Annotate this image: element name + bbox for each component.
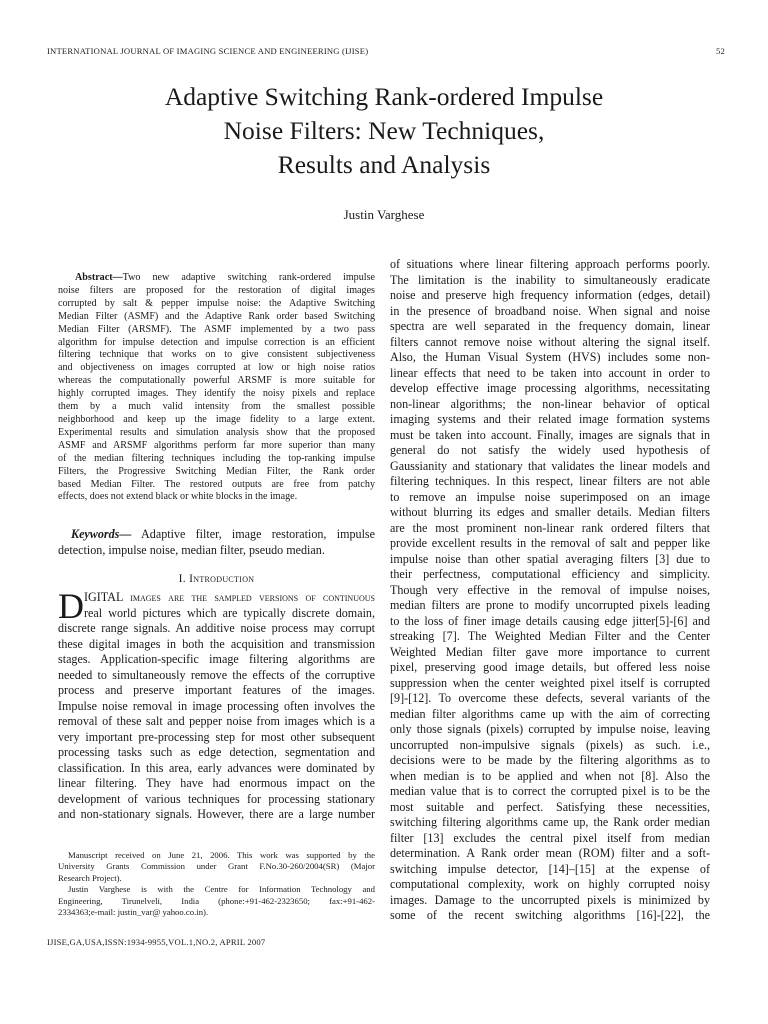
section-title: Introduction [189, 573, 255, 585]
body-line: are the most prominent non-linear rank ordered filters that [390, 520, 710, 535]
abstract-line: them by a much valid intensity from the smallest possible [58, 401, 375, 413]
body-line: provide excellent results in the removal of salt and pepper like [390, 536, 710, 550]
intro-line: process and preserve important features of the images. [58, 683, 375, 697]
body-line: The limitation is the inability to simultaneously eradicate [390, 272, 710, 287]
body-line: decisions were to be made by the filtering algorithms as to [390, 753, 710, 767]
drop-cap: D [58, 586, 84, 626]
intro-line: IGITAL images are the sampled versions of continuous [84, 590, 375, 604]
footnote-line: Engineering, Tirunelveli, India (phone:+91-462-2323650; fax:+91-462- [58, 895, 375, 906]
body-line: most suitable and perfect. Satisfying these necessities, [390, 799, 710, 814]
abstract-line: algorithm for impulse detection and impulse correction is an efficient [58, 336, 375, 348]
keywords-label: Keywords— [71, 527, 132, 541]
body-line: uncorrupted non-impulsive signals (pixels) as such. i.e., [390, 737, 710, 752]
introduction-body [58, 586, 375, 823]
abstract-line: filtering technique that works on to give consistent subjectiveness [58, 349, 375, 361]
body-line: to the loss of finer image details causing edge jitter[5]-[6] and [390, 613, 710, 628]
body-line: Also, the Human Visual System (HVS) includes some non- [390, 350, 710, 364]
abstract-line: Experimental results and simulation analysis show that the proposed [58, 426, 375, 438]
abstract-line: Median Filter (ASMF) and the Adaptive Rank order based Switching [58, 310, 375, 322]
body-line: to remove an impulse noise superimposed on an image [390, 489, 710, 504]
author-name: Justin Varghese [343, 207, 425, 222]
abstract-line: ASMF and ARSMF algorithms perform far more superior than many [58, 439, 375, 451]
body-line: imaging systems and their related image formation systems [390, 412, 710, 426]
section-heading [58, 573, 375, 585]
body-line: some of the recent switching algorithms [16]-[22], the [390, 908, 710, 922]
abstract-line: whereas the computationally powerful ARSMF is more suitable for [58, 375, 375, 387]
abstract-line: Abstract—Two new adaptive switching rank-ordered impulse [75, 272, 375, 283]
body-line: median value that is to correct the corrupted pixel is to be the [390, 784, 710, 798]
intro-line: linear filtering. They have had enormous impact on the [58, 776, 375, 790]
abstract-line: neighborhood and keep up the image fidelity to a large extent. [58, 413, 375, 425]
body-line: impulse noise than other spatial averaging filters [3] due to [390, 551, 710, 566]
title-line: Results and Analysis [277, 150, 491, 179]
abstract-line: Filters, the Progressive Switching Median Filter, the Rank order [58, 465, 375, 477]
intro-line: stages. Application-specific image filtering algorithms are [58, 652, 375, 666]
body-line: non-linear algorithms; the non-linear behavior of optical [390, 396, 710, 411]
body-line: of situations where linear filtering approach performs poorly. [390, 257, 710, 271]
body-line: filter [13] excludes the central pixel itself from median [390, 830, 710, 845]
intro-line: removal of these salt and pepper noise from images which is a [58, 714, 375, 728]
paper-title [0, 80, 768, 182]
abstract-line: highly corrupted images. They identify the noisy pixels and replace [58, 388, 375, 400]
intro-line: and non-stationary signals. However, there are a large number [58, 807, 375, 821]
body-line: develop effective image processing algorithms, necessitating [390, 381, 710, 395]
abstract-line: Median Filter (ARSMF). The ASMF implemented by a two pass [58, 323, 375, 335]
keywords [58, 527, 375, 558]
intro-line: development of various techniques for processing stationary [58, 791, 375, 806]
body-line: only those signals (pixels) corrupted by impulse noise, leaving [390, 722, 710, 736]
body-line: noise and preserve high frequency information (edges, detail) [390, 288, 710, 302]
running-head [47, 46, 725, 56]
intro-line: discrete range signals. An additive noise process may corrupt [58, 621, 375, 635]
intro-line: processing tasks such as edge detection, segmentation and [58, 745, 375, 759]
intro-line: Impulse noise removal in image processing often involves the [58, 698, 375, 713]
body-line: Though very effective in the removal of impulse noises, [390, 582, 710, 597]
body-line: median filters are prone to modify uncorrupted pixels leading [390, 598, 710, 612]
body-line: in the presence of broadband noise. When signal and noise [390, 303, 710, 318]
abstract-line: noise filters are proposed for the restoration of digital images [58, 284, 375, 296]
footnote-line: Research Project). [58, 872, 122, 883]
body-line: suppression when the center weighted pixel itself is corrupted [390, 675, 710, 690]
body-line: determination. A Rank order mean (ROM) filter and a soft- [390, 846, 710, 860]
abstract [58, 272, 375, 504]
journal-name: INTERNATIONAL JOURNAL OF IMAGING SCIENCE AND ENGINEERING (IJISE) [47, 46, 369, 56]
body-line: spectra are well separated in the frequency domain, linear [390, 319, 710, 333]
intro-line: real world pictures which are typically discrete domain, [84, 605, 375, 620]
intro-line: classification. In this area, early advances were dominated by [58, 760, 375, 775]
body-line: [9]-[12]. To overcome these defects, several variants of the [390, 691, 710, 705]
body-line: when median is to be applied and when not [8]. Also the [390, 768, 710, 783]
footnote-line: Justin Varghese is with the Centre for Information Technology and [68, 884, 375, 895]
footnote-line: Manuscript received on June 21, 2006. This work was supported by the [68, 850, 375, 860]
keywords-line: detection, impulse noise, median filter, pseudo median. [58, 542, 325, 557]
abstract-line: effects, does not extend black or white blocks in the image. [58, 491, 298, 503]
body-line: general do not satisfy the widely used hypothesis of [390, 443, 710, 457]
keywords-line: Keywords— Adaptive filter, image restoration, impulse [71, 527, 375, 541]
section-number: I. [178, 573, 186, 585]
title-line: Adaptive Switching Rank-ordered Impulse [164, 82, 604, 111]
page-number: 52 [716, 46, 725, 56]
body-line: filters cannot remove noise without altering the signal itself. [390, 334, 710, 349]
body-line: Gaussianity and stationary that validates the linear models and [390, 458, 710, 473]
page-footer: IJISE,GA,USA,ISSN:1934-9955,VOL.1,NO.2, APRIL 2007 [47, 937, 266, 947]
body-line: switching filtering algorithms came up, the Rank order median [390, 815, 710, 829]
title-line: Noise Filters: New Techniques, [223, 116, 545, 145]
right-column [390, 257, 710, 924]
body-line: Weighted Median filter gave more importance to current [390, 644, 710, 659]
abstract-line: and objectiveness on images corrupted at low or high noise ratios [58, 362, 375, 374]
abstract-line: of the median filtering techniques including the top-ranking impulse [58, 452, 375, 464]
body-line: computational complexity, work on highly corrupted noisy [390, 877, 710, 891]
abstract-label: Abstract— [75, 272, 123, 283]
footnote [58, 850, 375, 918]
abstract-line: corrupted by salt & pepper impulse noise: the Adaptive Switching [58, 297, 375, 309]
intro-line: these digital images in both the acquisition and transmission [58, 636, 375, 651]
footnote-line: 2334363;e-mail: justin_var@ yahoo.co.in). [58, 907, 209, 918]
intro-line: needed to simultaneously remove the effects of the corruptive [58, 667, 375, 682]
body-line: streaking [7]. The Weighted Median Filter and the Center [390, 629, 710, 643]
body-line: pixel, preserving good image details, but offered less noise [390, 660, 710, 674]
intro-line: very important pre-processing step for most other subsequent [58, 729, 375, 744]
body-line: images. Damage to the uncorrupted pixels is minimized by [390, 892, 710, 907]
body-line: without blurring its edges and smaller details. Median filters [390, 505, 710, 519]
body-line: median filter algorithms came up with the aim of correcting [390, 706, 710, 721]
body-line: filtering techniques. In this respect, linear filters are not able [390, 474, 710, 488]
abstract-line: based Median Filter. The restored outputs are free from patchy [58, 478, 375, 490]
body-line: must be taken into account. Finally, images are signals that in [390, 427, 710, 442]
body-line: their perfectness, computational efficiency and simplicity. [390, 567, 710, 581]
body-line: linear effects that need to be taken into account in order to [390, 365, 710, 380]
body-line: switching impulse detector, [14]–[15] at the expense of [390, 861, 710, 876]
footnote-line: University Grants Commission under Grant F.No.30-260/2004(SR) (Major [58, 861, 375, 872]
